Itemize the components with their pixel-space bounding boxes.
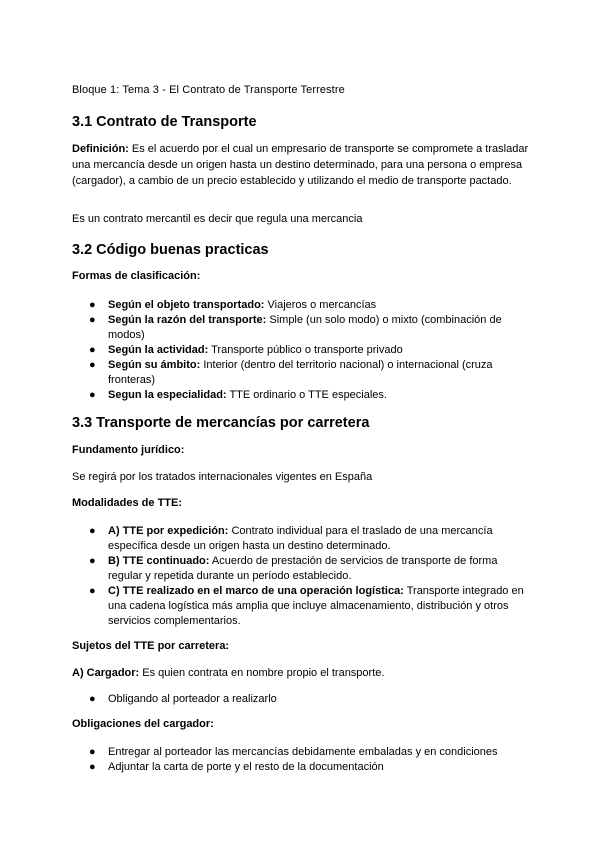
list-item xyxy=(72,524,534,554)
list-item xyxy=(72,343,534,358)
obligations-subheading: Obligaciones del cargador: xyxy=(72,718,214,730)
bullet-icon: ● xyxy=(89,344,96,356)
item-label: C) TTE realizado en el marco de una operación logística: xyxy=(108,585,404,597)
shipper-text: Es quien contrata en nombre propio el transporte. xyxy=(139,667,385,679)
legal-basis-subheading: Fundamento jurídico: xyxy=(72,444,185,456)
bullet-icon: ● xyxy=(89,299,96,311)
item-text: Transporte integrado en una cadena logística más amplia que incluye almacenamiento, distribución y otros servicios complementarios. xyxy=(108,585,524,627)
item-text: Acuerdo de prestación de servicios de transporte de forma regular y repetida durante un período establecido. xyxy=(108,555,498,582)
item-label: B) TTE continuado: xyxy=(108,555,210,567)
bullet-icon: ● xyxy=(89,585,96,597)
item-text: Entregar al porteador las mercancías debidamente embaladas y en condiciones xyxy=(108,746,498,758)
definition-label: Definición: xyxy=(72,143,129,155)
bullet-icon: ● xyxy=(89,555,96,567)
list-item xyxy=(72,584,534,629)
section-title-3-2: 3.2 Código buenas practicas xyxy=(72,242,269,258)
list-item xyxy=(72,760,534,775)
definition-text: Es el acuerdo por el cual un empresario de transporte se compromete a trasladar una mercancía desde un origen hasta un destino determinado, para una persona o empresa (cargador), a cambio de un precio establecido y utilizando el medio de transporte pactado. xyxy=(72,143,529,187)
shipper-list xyxy=(72,692,534,707)
shipper-paragraph xyxy=(72,665,534,681)
bullet-icon: ● xyxy=(89,761,96,773)
bullet-icon: ● xyxy=(89,746,96,758)
document-header: Bloque 1: Tema 3 - El Contrato de Transporte Terrestre xyxy=(72,84,345,96)
item-text: Contrato individual para el traslado de una mercancía específica desde un origen hasta un destino determinado. xyxy=(108,525,493,552)
section-title-3-1: 3.1 Contrato de Transporte xyxy=(72,114,257,130)
item-label: Según el objeto transportado: xyxy=(108,299,265,311)
modalities-subheading: Modalidades de TTE: xyxy=(72,497,183,509)
modalities-list xyxy=(72,524,534,629)
item-text: Obligando al porteador a realizarlo xyxy=(108,693,277,705)
item-text: Viajeros o mercancías xyxy=(264,299,377,311)
item-label: Según la actividad: xyxy=(108,344,209,356)
obligations-list xyxy=(72,745,534,775)
list-item xyxy=(72,745,534,760)
list-item xyxy=(72,313,534,343)
item-text: TTE ordinario o TTE especiales. xyxy=(226,389,387,401)
bullet-icon: ● xyxy=(89,359,96,371)
item-text: Transporte público o transporte privado xyxy=(208,344,403,356)
list-item xyxy=(72,692,534,707)
list-item xyxy=(72,554,534,584)
subjects-subheading: Sujetos del TTE por carretera: xyxy=(72,640,230,652)
item-text: Adjuntar la carta de porte y el resto de la documentación xyxy=(108,761,384,773)
legal-basis-text: Se regirá por los tratados internacionales vigentes en España xyxy=(72,471,373,483)
item-label: Según su ámbito: xyxy=(108,359,201,371)
shipper-label: A) Cargador: xyxy=(72,667,140,679)
item-text: Interior (dentro del territorio nacional) o internacional (cruza fronteras) xyxy=(108,359,493,386)
classification-list xyxy=(72,298,534,403)
bullet-icon: ● xyxy=(89,525,96,537)
item-label: Según la razón del transporte: xyxy=(108,314,267,326)
section-title-3-3: 3.3 Transporte de mercancías por carretera xyxy=(72,415,370,431)
item-label: Segun la especialidad: xyxy=(108,389,227,401)
bullet-icon: ● xyxy=(89,389,96,401)
item-label: A) TTE por expedición: xyxy=(108,525,229,537)
list-item xyxy=(72,358,534,388)
item-text: Simple (un solo modo) o mixto (combinación de modos) xyxy=(108,314,502,341)
contract-note: Es un contrato mercantil es decir que regula una mercancia xyxy=(72,213,363,225)
bullet-icon: ● xyxy=(89,693,96,705)
list-item xyxy=(72,388,534,403)
definition-paragraph xyxy=(72,141,534,189)
classification-subheading: Formas de clasificación: xyxy=(72,270,201,282)
list-item xyxy=(72,298,534,313)
bullet-icon: ● xyxy=(89,314,96,326)
